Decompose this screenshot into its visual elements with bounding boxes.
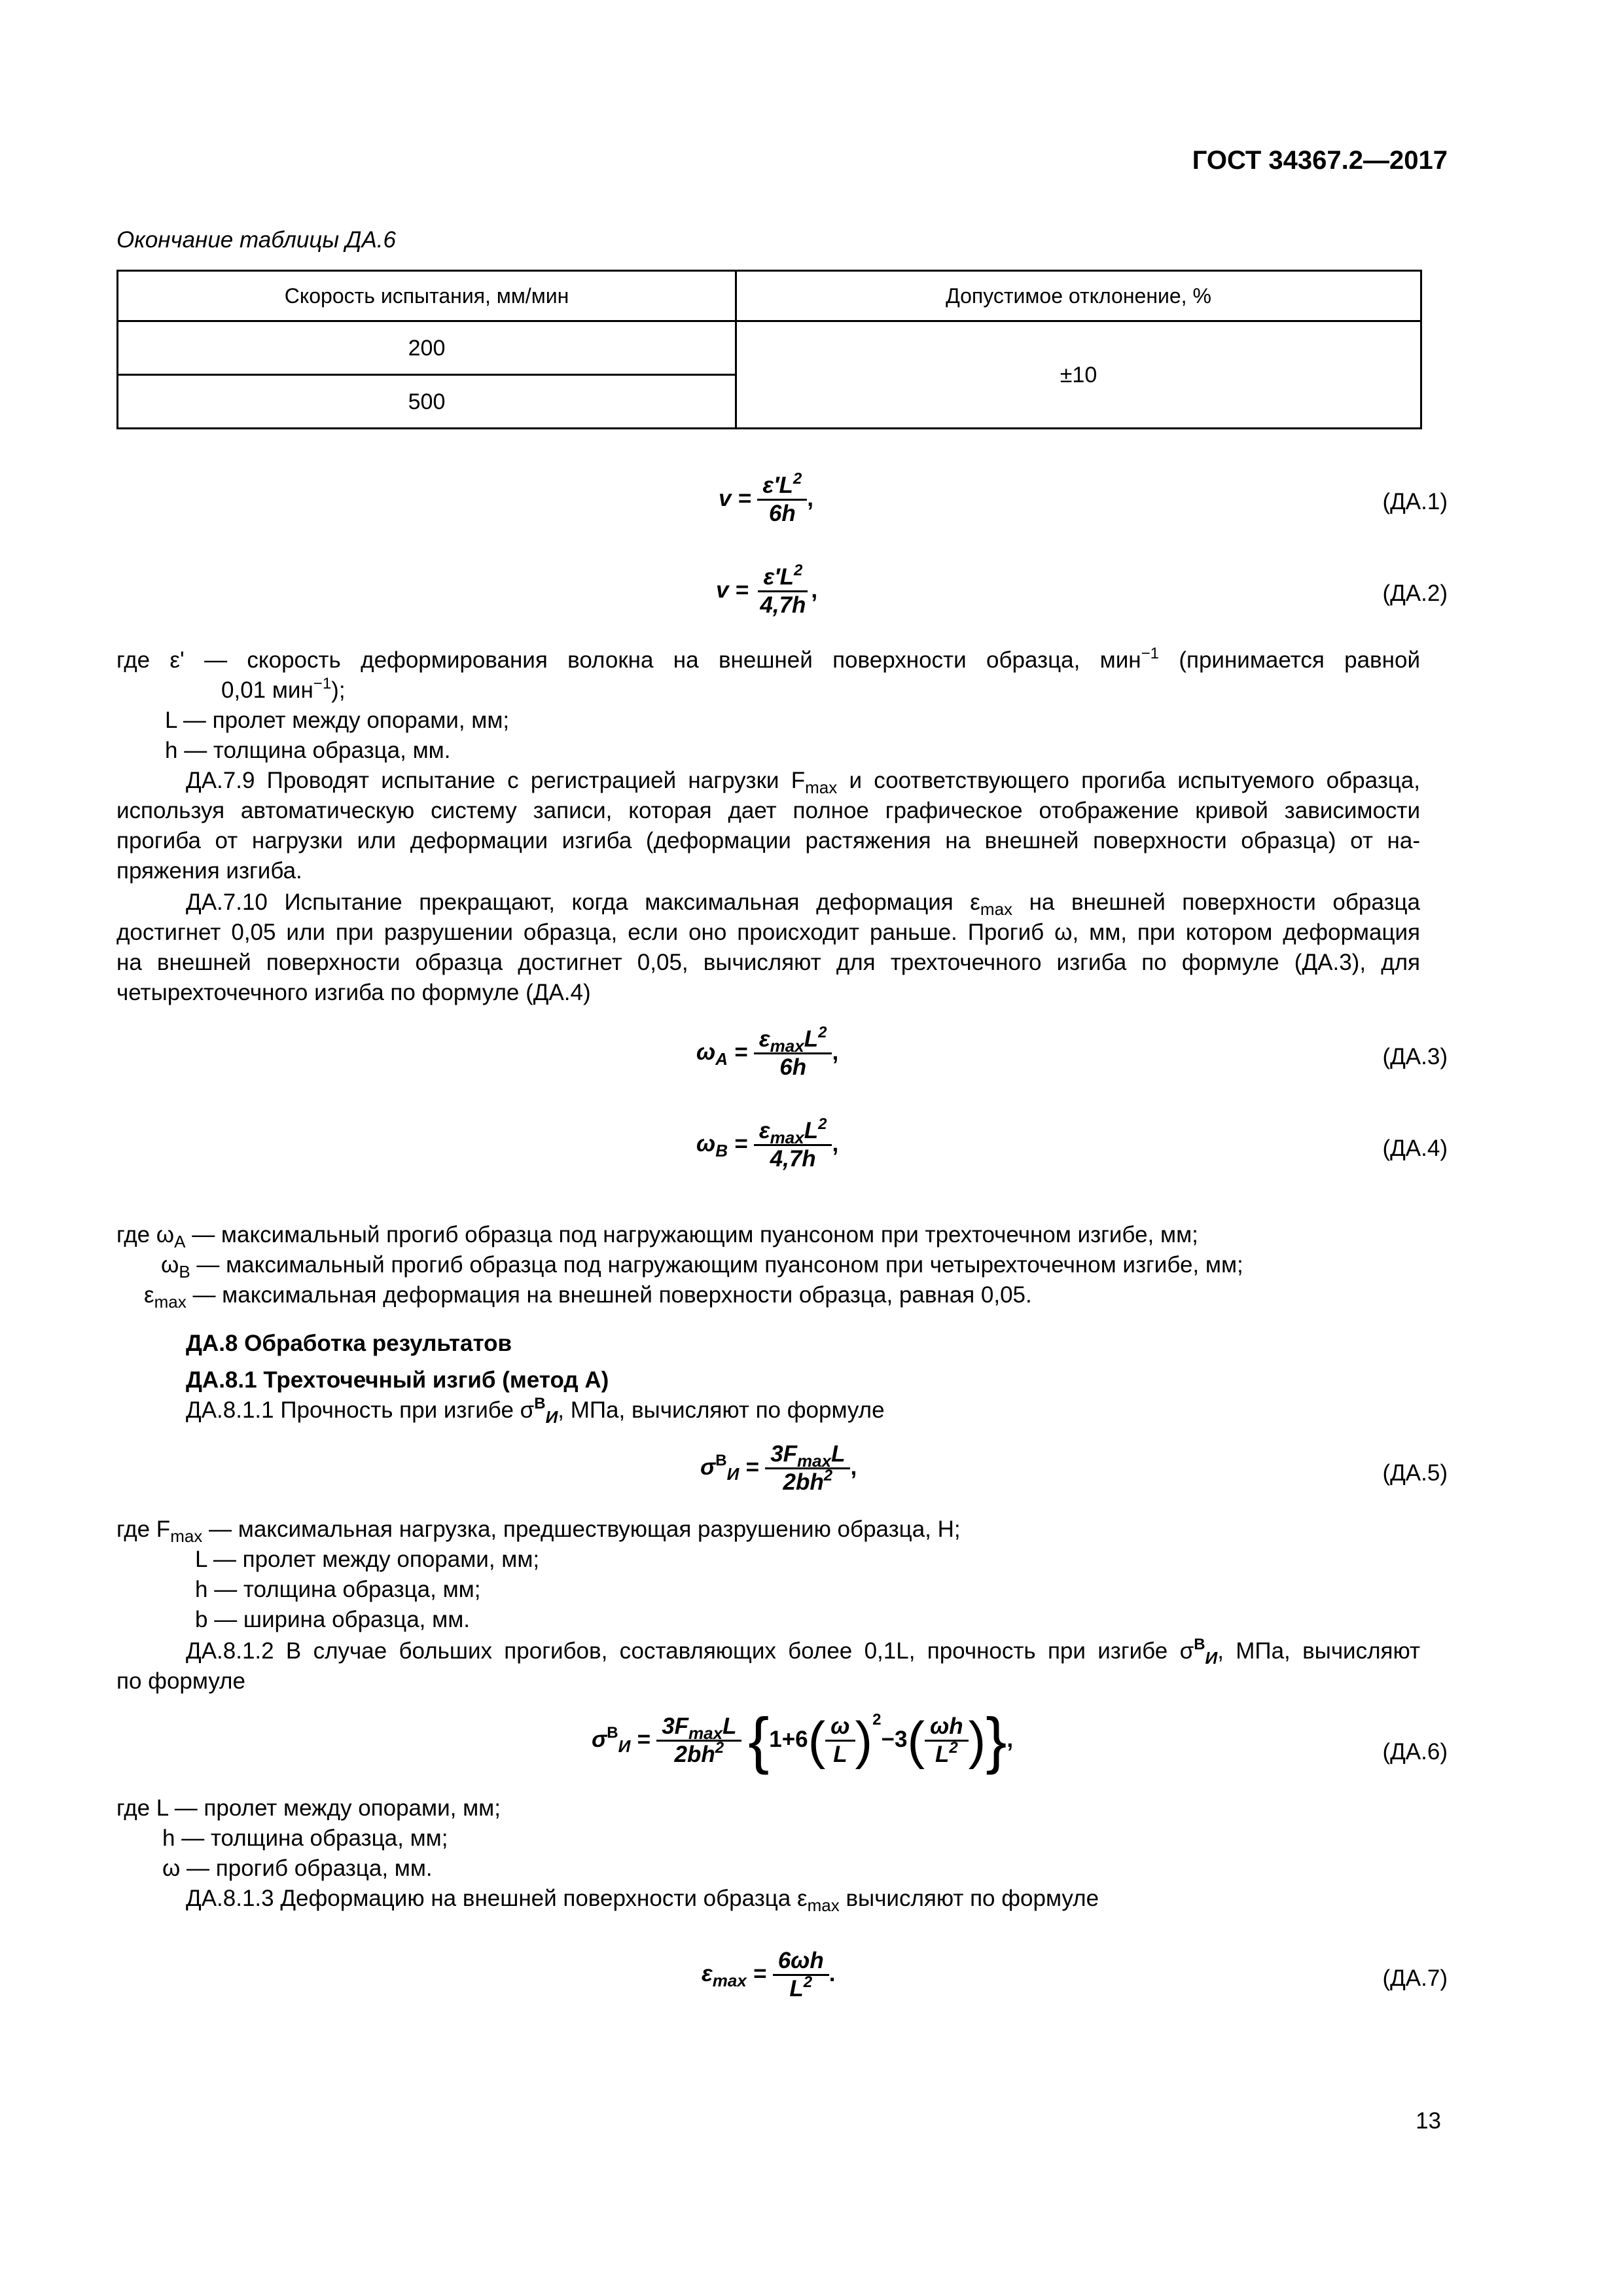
formula-da6: $\sigma^В_И$ = $\frac{3F_{max}L}{2bh^2}$ {1+6( $\frac{\omega}{L}$ )$^2$−3( $\frac{\omega h}{L^2}$ )}, xyxy=(592,1705,1014,1776)
formula-number: (ДА.3) xyxy=(1382,1044,1448,1069)
formula-da3: $\omega_A$ = $\frac{\varepsilon_{max}L^2}{6h}$ , xyxy=(696,1024,839,1080)
where-h-line: h — толщина образца, мм; xyxy=(195,1577,481,1602)
paragraph-da79: используя автоматическую систему записи, которая дает полное графическое отображение кривой зависимости xyxy=(116,798,1420,823)
table-caption: Окончание таблицы ДА.6 xyxy=(116,227,396,253)
where-b-line: b — ширина образца, мм. xyxy=(195,1607,470,1632)
paragraph-da710: четырехточечного изгиба по формуле (ДА.4) xyxy=(116,980,591,1005)
formula-number: (ДА.4) xyxy=(1382,1136,1448,1161)
where-eps-cont: 0,01 мин$^{-1}$); xyxy=(221,675,346,703)
formula-da7: $\varepsilon_{max}$ = $\frac{6\omega h}{L^2}$ . xyxy=(702,1948,836,2001)
paragraph-da811: ДА.8.1.1 Прочность при изгибе $\sigma^В_И$, МПа, вычисляют по формуле xyxy=(186,1395,885,1427)
where-fmax: где $F_{max}$ — максимальная нагрузка, предшествующая разрушению образца, Н; xyxy=(116,1516,961,1546)
speed-table xyxy=(116,270,1422,429)
subsection-heading: ДА.8.1 Трехточечный изгиб (метод А) xyxy=(186,1367,609,1393)
formula-da2: v = $\frac{\varepsilon'L^2}{4,7h}$ , xyxy=(716,562,818,618)
formula-number: (ДА.6) xyxy=(1382,1739,1448,1765)
paragraph-da710: на внешней поверхности образца достигнет 0,05, вычисляют для трехточечного изгиба по формуле (ДА.3), для xyxy=(116,950,1420,975)
where-eps-line: где ε' — скорость деформирования волокна на внешней поверхности образца, мин$^{-1}$ (принимается равной xyxy=(116,645,1420,673)
formula-da1: v = $\frac{\varepsilon'L^2}{6h}$ , xyxy=(719,470,813,526)
paragraph-da79: ДА.7.9 Проводят испытание с регистрацией нагрузки $F_{max}$ и соответствующего прогиба испытуемого образца, xyxy=(186,768,1420,797)
where-l-line: L — пролет между опорами, мм; xyxy=(195,1547,540,1572)
page-number: 13 xyxy=(1416,2108,1441,2134)
table-cell-speed: 500 xyxy=(118,375,736,429)
table-cell-deviation: ±10 xyxy=(736,321,1421,429)
table-cell-speed: 200 xyxy=(118,321,736,375)
where-omega-b: $\omega_B$ — максимальный прогиб образца под нагружающим пуансоном при четырехточечном изгибе, мм; xyxy=(161,1252,1243,1282)
where-eps-max: $\varepsilon_{max}$ — максимальная деформация на внешней поверхности образца, равная 0,05. xyxy=(144,1282,1032,1312)
paragraph-da79: пряжения изгиба. xyxy=(116,858,302,884)
where-l-line: где L — пролет между опорами, мм; xyxy=(116,1795,501,1821)
document-id: ГОСТ 34367.2—2017 xyxy=(1192,146,1448,175)
formula-number: (ДА.1) xyxy=(1382,489,1448,514)
where-h-line: h — толщина образца, мм. xyxy=(165,738,451,763)
paragraph-da812: ДА.8.1.2 В случае больших прогибов, составляющих более 0,1L, прочность при изгибе $\sigma^В_И$, МПа, вычисляют xyxy=(186,1636,1420,1668)
where-omega-line: ω — прогиб образца, мм. xyxy=(162,1856,433,1881)
col-header-speed: Скорость испытания, мм/мин xyxy=(118,271,736,321)
paragraph-da710: достигнет 0,05 или при разрушении образца, если оно происходит раньше. Прогиб ω, мм, при котором деформация xyxy=(116,920,1420,945)
paragraph-da710: ДА.7.10 Испытание прекращают, когда максимальная деформация $\varepsilon_{max}$ на внешней поверхности образца xyxy=(186,889,1420,919)
col-header-deviation: Допустимое отклонение, % xyxy=(736,271,1421,321)
formula-number: (ДА.7) xyxy=(1382,1965,1448,1991)
paragraph-da79: прогиба от нагрузки или деформации изгиба (деформации растяжения на внешней поверхности образца) от на- xyxy=(116,828,1420,853)
paragraph-da813: ДА.8.1.3 Деформацию на внешней поверхности образца $\varepsilon_{max}$ вычисляют по формуле xyxy=(186,1886,1099,1915)
formula-da4: $\omega_B$ = $\frac{\varepsilon_{max}L^2}{4,7h}$ , xyxy=(696,1115,839,1172)
where-omega-a: где $\omega_A$ — максимальный прогиб образца под нагружающим пуансоном при трехточечном изгибе, мм; xyxy=(116,1222,1198,1251)
formula-da5: $\sigma^В_И$ = $\frac{3F_{max}L}{2bh^2}$ , xyxy=(700,1441,857,1495)
where-h-line: h — толщина образца, мм; xyxy=(162,1825,448,1851)
formula-number: (ДА.2) xyxy=(1382,581,1448,606)
formula-number: (ДА.5) xyxy=(1382,1460,1448,1486)
where-l-line: L — пролет между опорами, мм; xyxy=(165,708,510,733)
section-heading: ДА.8 Обработка результатов xyxy=(186,1331,512,1356)
paragraph-da812: по формуле xyxy=(116,1668,245,1694)
